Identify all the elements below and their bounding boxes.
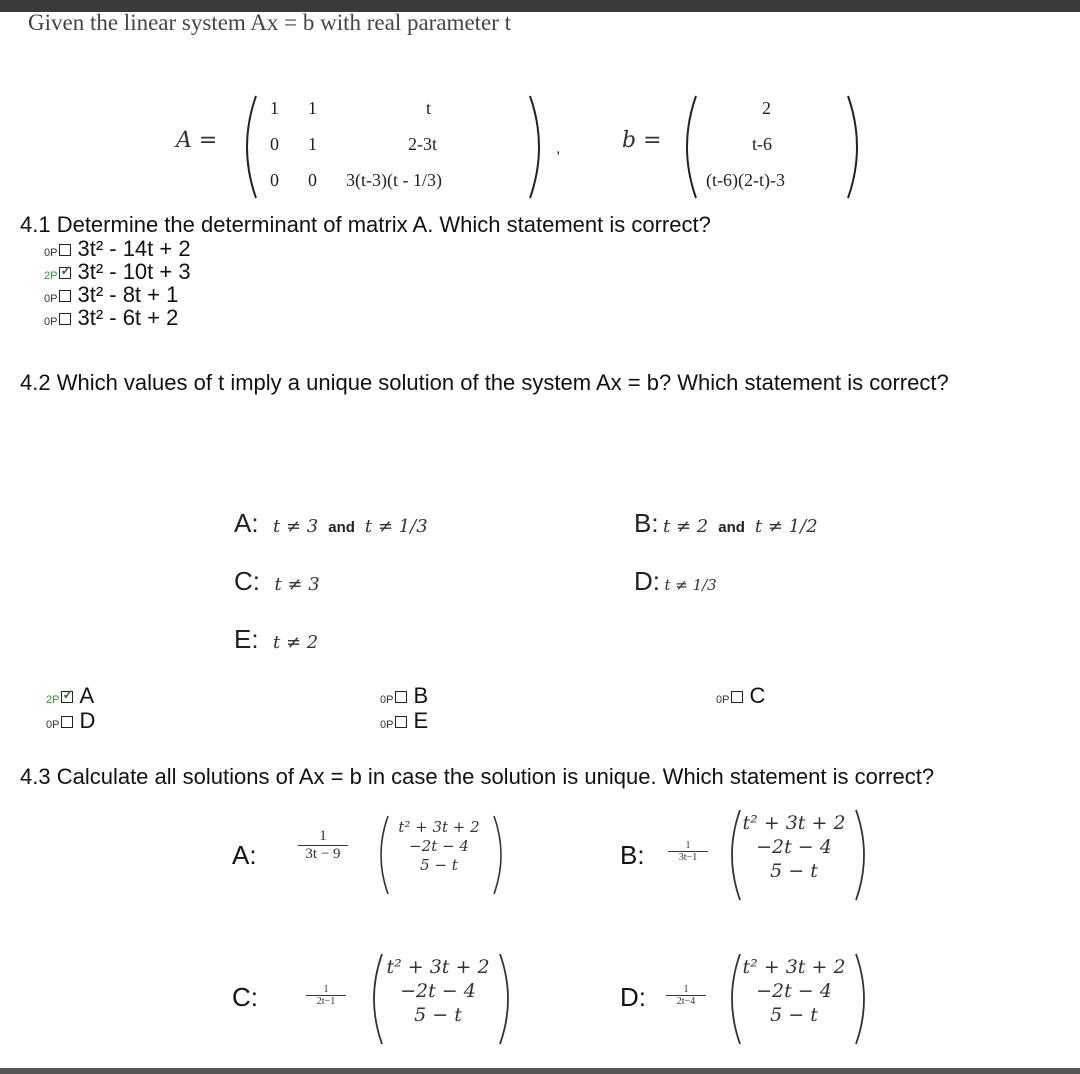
- points-label: 2P: [44, 270, 58, 282]
- b-cell: (t-6)(2-t)-3: [706, 170, 785, 190]
- checkbox[interactable]: [395, 716, 407, 728]
- a-cell: 1: [308, 134, 317, 154]
- a-cell: 2-3t: [408, 134, 437, 154]
- q2-answer[interactable]: [716, 683, 765, 709]
- page-header: Given the linear system Ax = b with real parameter t: [28, 10, 512, 35]
- right-paren: [490, 814, 510, 896]
- answer-letter: C: [749, 683, 766, 708]
- points-label: 0P: [44, 316, 58, 328]
- vector-b-right-paren: [842, 92, 872, 202]
- choice-c: [234, 566, 320, 597]
- choice-label: C:: [232, 982, 258, 1012]
- fraction-numerator: 1: [306, 984, 346, 996]
- choice-label: D:: [620, 982, 646, 1012]
- choice-label: A:: [232, 840, 257, 870]
- checkbox[interactable]: [61, 716, 73, 728]
- solution-vector: [732, 956, 856, 1027]
- vector-entry: 5 − t: [770, 1003, 818, 1026]
- a-cell: 0: [270, 134, 279, 154]
- a-cell: 3(t-3)(t - 1/3): [346, 170, 442, 190]
- points-label: 0P: [44, 247, 58, 259]
- choice-label: A:: [234, 508, 259, 538]
- fraction-denominator: 3t−1: [678, 852, 698, 863]
- vector-b-left-paren: [672, 92, 702, 202]
- choice-label: B:: [620, 840, 645, 870]
- question-4-1-title: 4.1 Determine the determinant of matrix A. Which statement is correct?: [20, 212, 711, 237]
- b-cell: 2: [762, 98, 771, 118]
- vector-entry: −2t − 4: [756, 835, 832, 858]
- option-text: 3t² - 10t + 3: [77, 259, 191, 284]
- vector-entry: −2t − 4: [400, 979, 476, 1002]
- question-4-2-title: 4.2 Which values of t imply a unique solution of the system Ax = b? Which statement is correct?: [20, 370, 949, 395]
- condition: t ≠ 2: [663, 516, 709, 537]
- option-text: 3t² - 8t + 1: [77, 282, 179, 307]
- q2-answer[interactable]: [46, 683, 94, 709]
- matrix-a-right-paren: [524, 92, 554, 202]
- checkbox[interactable]: [395, 691, 407, 703]
- choice-d: [634, 566, 717, 597]
- matrix-a-label: A =: [176, 128, 218, 153]
- q2-answer[interactable]: [380, 683, 428, 709]
- fraction-numerator: 1: [666, 984, 706, 996]
- choice-e: [234, 624, 318, 655]
- condition: t ≠ 1/3: [664, 576, 717, 594]
- condition: t ≠ 1/3: [364, 516, 428, 537]
- b-cell: t-6: [752, 134, 772, 154]
- option-text: 3t² - 14t + 2: [77, 236, 191, 261]
- fraction-denominator: 2t−1: [316, 996, 336, 1007]
- fraction-denominator: 2t−4: [676, 996, 696, 1007]
- choice-label: C:: [234, 566, 260, 596]
- fraction-numerator: 1: [668, 840, 708, 852]
- vector-entry: 5 − t: [420, 855, 458, 874]
- vector-entry: −2t − 4: [409, 836, 469, 855]
- checkbox[interactable]: [59, 313, 71, 325]
- choice-label: E:: [234, 624, 259, 654]
- answer-letter: B: [413, 683, 429, 708]
- choice-label: D:: [634, 566, 660, 596]
- vector-b-label: b =: [622, 128, 662, 153]
- answer-letter: E: [413, 708, 429, 733]
- vector-entry: −2t − 4: [756, 979, 832, 1002]
- a-cell: 1: [270, 98, 279, 118]
- checkbox[interactable]: [59, 290, 71, 302]
- comma: ,: [556, 140, 561, 157]
- fraction: [306, 984, 346, 1007]
- solution-vector: [376, 956, 500, 1027]
- vector-entry: t² + 3t + 2: [398, 818, 480, 836]
- fraction-denominator: 3t − 9: [305, 846, 341, 862]
- a-cell: 1: [308, 98, 317, 118]
- question-4-3-title: 4.3 Calculate all solutions of Ax = b in case the solution is unique. Which statement is correct?: [20, 764, 935, 789]
- bottom-bar: [0, 1068, 1080, 1074]
- answer-letter: A: [79, 683, 95, 708]
- option-text: 3t² - 6t + 2: [77, 305, 179, 330]
- choice-b: [634, 508, 818, 539]
- fraction-numerator: 1: [298, 828, 348, 846]
- and-word: and: [328, 519, 355, 536]
- fraction: [668, 840, 708, 863]
- choice-a: [234, 508, 428, 539]
- condition: t ≠ 3: [274, 574, 320, 595]
- checkbox-checked[interactable]: [61, 691, 73, 703]
- condition: t ≠ 3: [273, 516, 319, 537]
- solution-vector: [384, 818, 494, 874]
- checkbox-checked[interactable]: [59, 267, 71, 279]
- points-label: 0P: [380, 719, 394, 731]
- and-word: and: [718, 519, 745, 536]
- fraction: [666, 984, 706, 1007]
- points-label: 2P: [46, 694, 60, 706]
- points-label: 0P: [44, 293, 58, 305]
- points-label: 0P: [716, 694, 730, 706]
- a-cell: 0: [270, 170, 279, 190]
- right-paren: [852, 952, 874, 1046]
- q2-answer[interactable]: [46, 708, 95, 734]
- condition: t ≠ 2: [273, 632, 319, 653]
- choice-label: B:: [634, 508, 659, 538]
- solution-vector: [732, 812, 856, 883]
- answer-letter: D: [79, 708, 96, 733]
- vector-entry: 5 − t: [770, 859, 818, 882]
- right-paren: [496, 952, 518, 1046]
- q1-option[interactable]: [44, 305, 178, 331]
- checkbox[interactable]: [731, 691, 743, 703]
- vector-entry: t² + 3t + 2: [742, 956, 846, 978]
- fraction: [298, 828, 348, 863]
- vector-entry: t² + 3t + 2: [742, 812, 846, 834]
- vector-entry: 5 − t: [414, 1003, 462, 1026]
- checkbox[interactable]: [59, 244, 71, 256]
- condition: t ≠ 1/2: [754, 516, 818, 537]
- a-cell: t: [426, 98, 432, 118]
- points-label: 0P: [380, 694, 394, 706]
- points-label: 0P: [46, 719, 60, 731]
- q2-answer[interactable]: [380, 708, 428, 734]
- vector-entry: t² + 3t + 2: [386, 956, 490, 978]
- right-paren: [852, 808, 874, 902]
- a-cell: 0: [308, 170, 317, 190]
- matrix-a-left-paren: [232, 92, 262, 202]
